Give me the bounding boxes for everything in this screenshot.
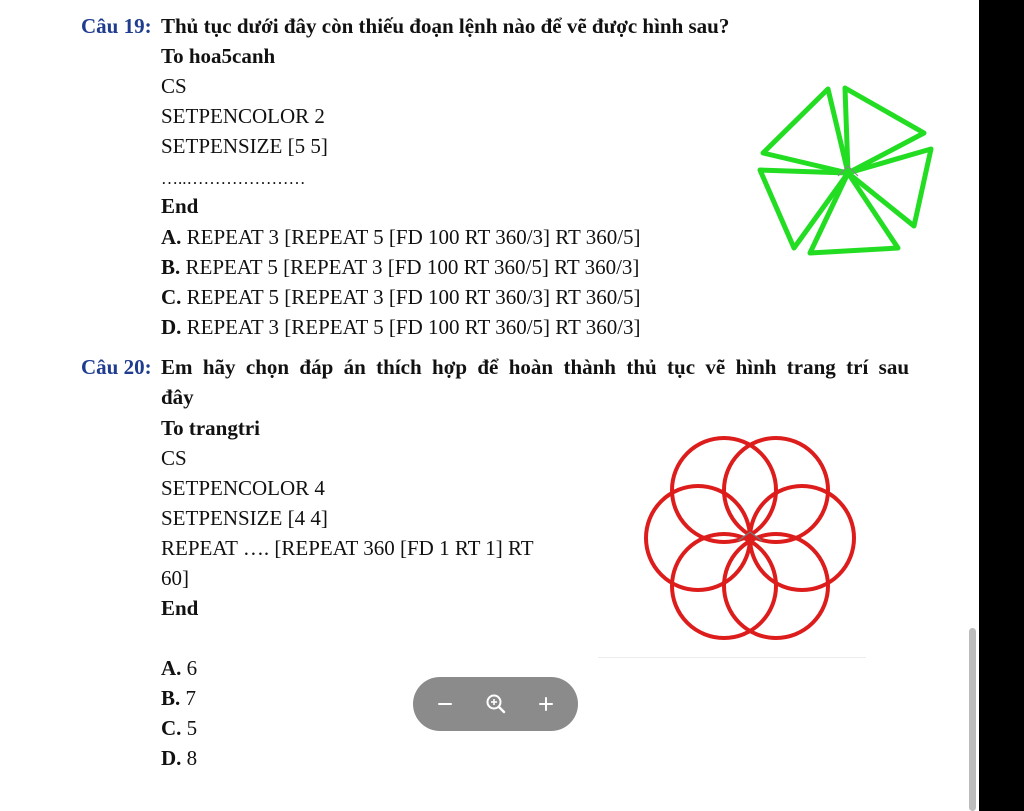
q20-code-line: To trangtri <box>161 416 260 440</box>
option-text: 5 <box>181 716 198 740</box>
q19-code-line: End <box>161 194 199 218</box>
magnifier-icon <box>485 693 507 715</box>
option-text: REPEAT 3 [REPEAT 5 [FD 100 RT 360/3] RT 360/5] <box>181 225 641 249</box>
q20-code-line: 60] <box>161 566 189 590</box>
q19-code-line: SETPENCOLOR 2 <box>161 104 325 128</box>
q20-code-line: REPEAT …. [REPEAT 360 [FD 1 RT 1] RT <box>161 536 534 560</box>
divider <box>598 657 866 658</box>
q20-option-d[interactable] <box>161 743 197 773</box>
option-letter: B. <box>161 255 181 279</box>
option-text: REPEAT 3 [REPEAT 5 [FD 100 RT 360/5] RT 360/3] <box>181 315 641 339</box>
question-19-number: Câu 19: <box>81 14 152 38</box>
option-letter: A. <box>161 225 182 249</box>
option-text: 8 <box>181 746 198 770</box>
option-text: REPEAT 5 [REPEAT 3 [FD 100 RT 360/3] RT 360/5] <box>181 285 641 309</box>
zoom-control-bar <box>413 677 578 731</box>
q19-option-d[interactable] <box>161 312 641 342</box>
option-letter: D. <box>161 746 182 770</box>
option-letter: C. <box>161 285 182 309</box>
q20-option-b[interactable] <box>161 683 196 713</box>
option-text: 6 <box>181 656 198 680</box>
zoom-reset-button[interactable] <box>476 684 516 724</box>
q20-code-line: End <box>161 596 199 620</box>
q20-code-line: SETPENSIZE [4 4] <box>161 506 328 530</box>
question-19-text: Thủ tục dưới đây còn thiếu đoạn lệnh nào để vẽ được hình sau? <box>161 14 730 38</box>
q19-code-line: SETPENSIZE [5 5] <box>161 134 328 158</box>
q19-option-c[interactable] <box>161 282 641 312</box>
option-text: 7 <box>180 686 197 710</box>
option-letter: B. <box>161 686 181 710</box>
zoom-in-button[interactable] <box>526 684 566 724</box>
q19-triangles-figure <box>748 78 948 273</box>
option-letter: D. <box>161 315 182 339</box>
q19-option-a[interactable] <box>161 222 641 252</box>
q20-code-line: SETPENCOLOR 4 <box>161 476 325 500</box>
q19-missing-code-blank: …..………………… <box>161 169 306 188</box>
plus-icon <box>537 695 555 713</box>
vertical-scrollbar[interactable] <box>969 628 976 811</box>
question-20-number: Câu 20: <box>81 355 152 379</box>
option-letter: A. <box>161 656 182 680</box>
option-text: REPEAT 5 [REPEAT 3 [FD 100 RT 360/5] RT 360/3] <box>180 255 640 279</box>
q20-code-line: CS <box>161 446 187 470</box>
q19-code-line: To hoa5canh <box>161 44 276 68</box>
q19-code-line: CS <box>161 74 187 98</box>
option-letter: C. <box>161 716 182 740</box>
question-20-text-continued: đây <box>161 385 194 409</box>
question-20-text: Em hãy chọn đáp án thích hợp để hoàn thành thủ tục vẽ hình trang trí sau <box>161 355 909 379</box>
q20-circles-figure <box>638 433 863 648</box>
q19-option-b[interactable] <box>161 252 639 282</box>
q20-option-a[interactable] <box>161 653 197 683</box>
q20-option-c[interactable] <box>161 713 197 743</box>
minus-icon <box>436 695 454 713</box>
zoom-out-button[interactable] <box>425 684 465 724</box>
